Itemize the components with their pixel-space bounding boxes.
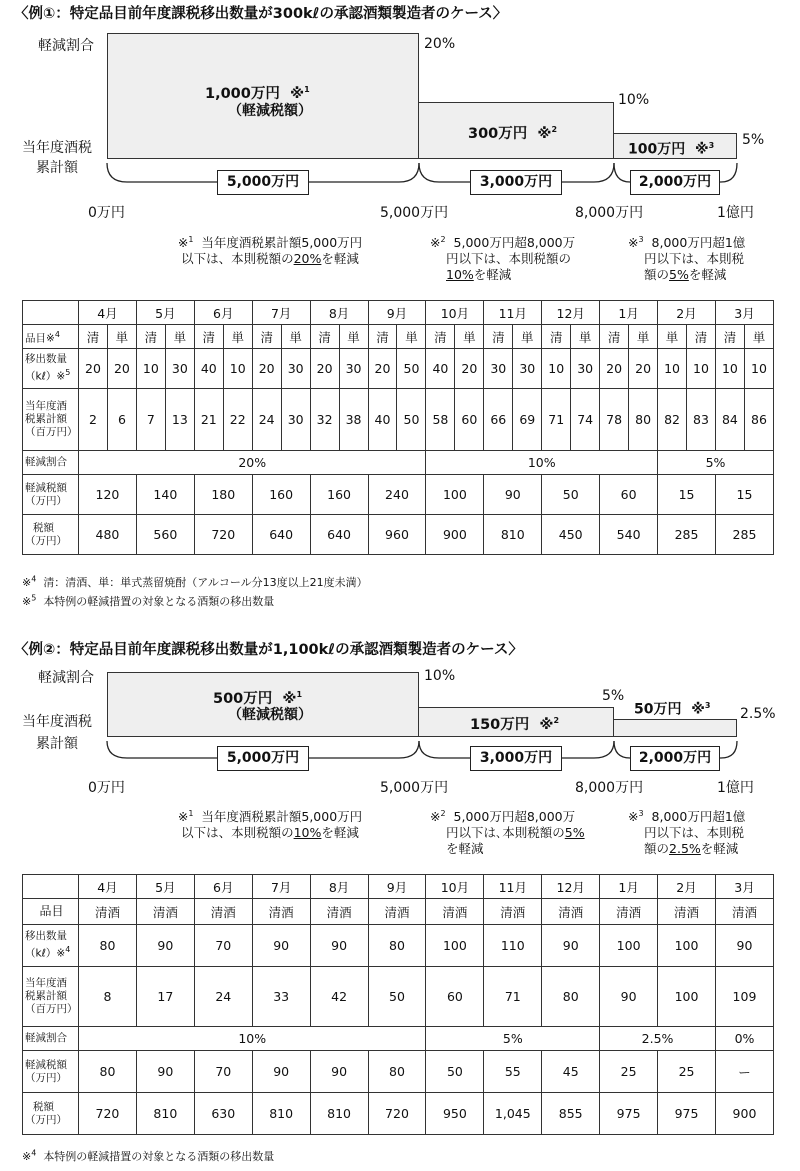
- row-label-reduction: 軽減税額 （万円）: [23, 475, 79, 515]
- qty-cell: 10: [223, 349, 252, 389]
- reduction-cell: 90: [310, 1051, 368, 1093]
- rate-cell: 20%: [79, 451, 426, 475]
- month-header: 4月: [79, 875, 137, 899]
- tax-cell: 560: [136, 515, 194, 555]
- qty-cell: 30: [571, 349, 600, 389]
- month-header: 10月: [426, 875, 484, 899]
- item-cell: 清酒: [194, 899, 252, 925]
- ex2-range-1: 5,000万円: [217, 746, 309, 771]
- reduction-cell: 25: [600, 1051, 658, 1093]
- ex2-rate-1: 10%: [424, 668, 456, 684]
- qty-cell: 90: [310, 925, 368, 967]
- ex2-note-3: ※$^3$ 8,000万円超1億 円以下は、本則税 額の2.5%を軽減: [628, 809, 746, 857]
- tax-cell: 950: [426, 1093, 484, 1135]
- qty-cell: 20: [252, 349, 281, 389]
- qty-cell: 30: [165, 349, 194, 389]
- row-label-tax: 税額 （万円）: [23, 515, 79, 555]
- ex2-box2-amount: 150万円 ※$^2$: [470, 716, 560, 733]
- tax-cell: 900: [426, 515, 484, 555]
- item-cell: 清: [252, 325, 281, 349]
- ex2-title: 〈例②：特定品目前年度課税移出数量が1,100kℓの承認酒類製造者のケース〉: [14, 642, 523, 658]
- ex2-footnote-4: ※$^4$ 本特例の軽減措置の対象となる酒類の移出数量: [22, 1148, 275, 1163]
- qty-cell: 40: [426, 349, 455, 389]
- item-cell: 清: [368, 325, 397, 349]
- row-label-cum: 当年度酒 税累計額 （百万円）: [23, 389, 79, 451]
- ex1-axis-2: 8,000万円: [575, 205, 644, 221]
- cum-cell: 82: [658, 389, 687, 451]
- reduction-cell: 25: [658, 1051, 716, 1093]
- qty-cell: 100: [658, 925, 716, 967]
- item-cell: 清: [542, 325, 571, 349]
- qty-cell: 50: [397, 349, 426, 389]
- rate-cell: 0%: [715, 1027, 773, 1051]
- tax-cell: 720: [194, 515, 252, 555]
- qty-cell: 70: [194, 925, 252, 967]
- qty-cell: 10: [687, 349, 716, 389]
- tax-cell: 900: [715, 1093, 773, 1135]
- month-header: 9月: [368, 301, 426, 325]
- reduction-cell: 50: [426, 1051, 484, 1093]
- qty-cell: 20: [455, 349, 484, 389]
- item-cell: 清酒: [715, 899, 773, 925]
- item-cell: 単: [107, 325, 136, 349]
- tax-cell: 640: [310, 515, 368, 555]
- qty-cell: 20: [629, 349, 658, 389]
- cum-cell: 80: [542, 967, 600, 1027]
- tax-cell: 450: [542, 515, 600, 555]
- cum-cell: 86: [744, 389, 773, 451]
- ex2-range-3: 2,000万円: [630, 746, 720, 771]
- tax-cell: 960: [368, 515, 426, 555]
- month-header: 11月: [484, 301, 542, 325]
- rate-cell: 2.5%: [600, 1027, 716, 1051]
- ex1-footnote-5: ※$^5$ 本特例の軽減措置の対象となる酒類の移出数量: [22, 593, 275, 608]
- month-header: 12月: [542, 875, 600, 899]
- qty-cell: 30: [281, 349, 310, 389]
- qty-cell: 90: [715, 925, 773, 967]
- cum-cell: 22: [223, 389, 252, 451]
- item-cell: 清酒: [368, 899, 426, 925]
- ex2-rate-axis-label: 軽減割合: [38, 670, 94, 686]
- qty-cell: 10: [136, 349, 165, 389]
- ex2-bar-tier3: [613, 719, 737, 737]
- cum-cell: 69: [513, 389, 542, 451]
- cum-cell: 58: [426, 389, 455, 451]
- tax-cell: 975: [600, 1093, 658, 1135]
- cum-cell: 71: [484, 967, 542, 1027]
- cum-cell: 74: [571, 389, 600, 451]
- tax-cell: 975: [658, 1093, 716, 1135]
- row-label-item: 品目※$^4$: [23, 325, 79, 349]
- item-cell: 清酒: [136, 899, 194, 925]
- tax-cell: 480: [79, 515, 137, 555]
- month-header: 2月: [658, 875, 716, 899]
- reduction-cell: ー: [715, 1051, 773, 1093]
- ex1-box1-amount: 1,000万円 ※$^1$: [205, 85, 310, 102]
- item-cell: 単: [744, 325, 773, 349]
- reduction-cell: 180: [194, 475, 252, 515]
- ex2-cum-label-2: 累計額: [36, 736, 78, 752]
- qty-cell: 30: [339, 349, 368, 389]
- ex2-range-2: 3,000万円: [470, 746, 562, 771]
- qty-cell: 100: [426, 925, 484, 967]
- ex2-box1-amount: 500万円 ※$^1$: [213, 690, 303, 707]
- qty-cell: 20: [368, 349, 397, 389]
- item-cell: 清: [79, 325, 108, 349]
- reduction-cell: 140: [136, 475, 194, 515]
- tax-cell: 720: [368, 1093, 426, 1135]
- item-cell: 単: [165, 325, 194, 349]
- tax-cell: 720: [79, 1093, 137, 1135]
- reduction-cell: 70: [194, 1051, 252, 1093]
- tax-cell: 285: [658, 515, 716, 555]
- item-cell: 単: [513, 325, 542, 349]
- qty-cell: 10: [542, 349, 571, 389]
- tax-cell: 810: [252, 1093, 310, 1135]
- ex1-footnote-4: ※$^4$ 清：清酒、単：単式蒸留焼酎（アルコール分13度以上21度未満）: [22, 574, 368, 589]
- reduction-cell: 45: [542, 1051, 600, 1093]
- month-header: 3月: [715, 301, 773, 325]
- ex1-note-3: ※$^3$ 8,000万円超1億 円以下は、本則税 額の5%を軽減: [628, 235, 746, 283]
- month-header: 12月: [542, 301, 600, 325]
- tax-cell: 630: [194, 1093, 252, 1135]
- ex1-range-1: 5,000万円: [217, 170, 309, 195]
- ex2-axis-0: 0万円: [88, 780, 125, 796]
- ex1-axis-1: 5,000万円: [380, 205, 449, 221]
- item-cell: 清酒: [600, 899, 658, 925]
- qty-cell: 80: [368, 925, 426, 967]
- cum-cell: 50: [368, 967, 426, 1027]
- month-header: 9月: [368, 875, 426, 899]
- month-header: 1月: [600, 301, 658, 325]
- tax-cell: 855: [542, 1093, 600, 1135]
- row-label-qty: 移出数量 （kℓ）※$^5$: [23, 349, 79, 389]
- reduction-cell: 55: [484, 1051, 542, 1093]
- ex1-note-1: ※$^1$ 当年度酒税累計額5,000万円 以下は、本則税額の20%を軽減: [177, 235, 363, 267]
- tax-cell: 540: [600, 515, 658, 555]
- ex1-cum-label-1: 当年度酒税: [22, 140, 92, 156]
- cum-cell: 38: [339, 389, 368, 451]
- month-header: 10月: [426, 301, 484, 325]
- item-cell: 清: [310, 325, 339, 349]
- month-header: 6月: [194, 301, 252, 325]
- tax-cell: 810: [310, 1093, 368, 1135]
- row-label-qty: 移出数量 （kℓ）※$^4$: [23, 925, 79, 967]
- item-cell: 単: [658, 325, 687, 349]
- ex1-rate-3: 5%: [742, 132, 765, 148]
- cum-cell: 60: [426, 967, 484, 1027]
- item-cell: 清: [194, 325, 223, 349]
- item-cell: 単: [629, 325, 658, 349]
- qty-cell: 10: [744, 349, 773, 389]
- cum-cell: 80: [629, 389, 658, 451]
- cum-cell: 6: [107, 389, 136, 451]
- month-header: 1月: [600, 875, 658, 899]
- reduction-cell: 90: [252, 1051, 310, 1093]
- month-header: 7月: [252, 301, 310, 325]
- rate-cell: 5%: [658, 451, 774, 475]
- item-cell: 単: [397, 325, 426, 349]
- ex2-rate-2: 5%: [602, 688, 625, 704]
- month-header: 11月: [484, 875, 542, 899]
- reduction-cell: 160: [252, 475, 310, 515]
- qty-cell: 20: [79, 349, 108, 389]
- item-cell: 清酒: [426, 899, 484, 925]
- row-label-tax: 税額 （万円）: [23, 1093, 79, 1135]
- reduction-cell: 100: [426, 475, 484, 515]
- ex2-axis-1: 5,000万円: [380, 780, 449, 796]
- ex1-note-2: ※$^2$ 5,000万円超8,000万 円以下は、本則税額の 10%を軽減: [430, 235, 576, 283]
- ex2-box3-amount: 50万円 ※$^3$: [634, 701, 711, 718]
- cum-cell: 8: [79, 967, 137, 1027]
- item-cell: 単: [571, 325, 600, 349]
- month-header: 2月: [658, 301, 716, 325]
- month-header: 4月: [79, 301, 137, 325]
- ex1-axis-3: 1億円: [717, 205, 754, 221]
- ex1-rate-2: 10%: [618, 92, 650, 108]
- cum-cell: 17: [136, 967, 194, 1027]
- cum-cell: 24: [252, 389, 281, 451]
- cum-cell: 32: [310, 389, 339, 451]
- cum-cell: 40: [368, 389, 397, 451]
- item-cell: 清: [600, 325, 629, 349]
- item-cell: 清: [715, 325, 744, 349]
- qty-cell: 90: [542, 925, 600, 967]
- cum-cell: 109: [715, 967, 773, 1027]
- qty-cell: 110: [484, 925, 542, 967]
- ex2-table: [22, 874, 774, 1135]
- month-header: 8月: [310, 875, 368, 899]
- item-cell: 清酒: [310, 899, 368, 925]
- cum-cell: 7: [136, 389, 165, 451]
- qty-cell: 90: [252, 925, 310, 967]
- ex1-rate-1: 20%: [424, 36, 456, 52]
- row-label-cum: 当年度酒 税累計額 （百万円）: [23, 967, 79, 1027]
- month-header: 8月: [310, 301, 368, 325]
- ex2-axis-3: 1億円: [717, 780, 754, 796]
- reduction-cell: 90: [136, 1051, 194, 1093]
- cum-cell: 21: [194, 389, 223, 451]
- corner-cell: [23, 875, 79, 899]
- ex2-box1-sub: （軽減税額）: [228, 707, 312, 723]
- ex1-box2-amount: 300万円 ※$^2$: [468, 125, 558, 142]
- ex1-title: 〈例①：特定品目前年度課税移出数量が300kℓの承認酒類製造者のケース〉: [14, 6, 508, 22]
- cum-cell: 83: [687, 389, 716, 451]
- ex2-axis-2: 8,000万円: [575, 780, 644, 796]
- ex1-box1-sub: （軽減税額）: [228, 103, 312, 119]
- qty-cell: 10: [715, 349, 744, 389]
- row-label-rate: 軽減割合: [23, 1027, 79, 1051]
- ex1-box3-amount: 100万円 ※$^3$: [628, 141, 715, 158]
- item-cell: 清酒: [658, 899, 716, 925]
- item-cell: 清酒: [79, 899, 137, 925]
- month-header: 7月: [252, 875, 310, 899]
- tax-cell: 810: [136, 1093, 194, 1135]
- item-cell: 単: [223, 325, 252, 349]
- qty-cell: 10: [658, 349, 687, 389]
- cum-cell: 42: [310, 967, 368, 1027]
- ex2-cum-label-1: 当年度酒税: [22, 714, 92, 730]
- reduction-cell: 120: [79, 475, 137, 515]
- reduction-cell: 240: [368, 475, 426, 515]
- ex1-rate-axis-label: 軽減割合: [38, 38, 94, 54]
- qty-cell: 40: [194, 349, 223, 389]
- month-header: 5月: [136, 301, 194, 325]
- cum-cell: 90: [600, 967, 658, 1027]
- tax-cell: 810: [484, 515, 542, 555]
- corner-cell: [23, 301, 79, 325]
- cum-cell: 13: [165, 389, 194, 451]
- qty-cell: 20: [310, 349, 339, 389]
- reduction-cell: 80: [79, 1051, 137, 1093]
- row-label-item: 品目: [23, 899, 79, 925]
- reduction-cell: 60: [600, 475, 658, 515]
- tax-cell: 1,045: [484, 1093, 542, 1135]
- month-header: 5月: [136, 875, 194, 899]
- qty-cell: 100: [600, 925, 658, 967]
- ex1-table: [22, 300, 774, 555]
- ex1-range-3: 2,000万円: [630, 170, 720, 195]
- cum-cell: 60: [455, 389, 484, 451]
- item-cell: 清: [484, 325, 513, 349]
- item-cell: 清酒: [542, 899, 600, 925]
- cum-cell: 30: [281, 389, 310, 451]
- qty-cell: 20: [600, 349, 629, 389]
- reduction-cell: 15: [658, 475, 716, 515]
- item-cell: 単: [455, 325, 484, 349]
- cum-cell: 66: [484, 389, 513, 451]
- item-cell: 清: [687, 325, 716, 349]
- qty-cell: 80: [79, 925, 137, 967]
- item-cell: 清: [426, 325, 455, 349]
- reduction-cell: 15: [715, 475, 773, 515]
- item-cell: 単: [281, 325, 310, 349]
- row-label-reduction: 軽減税額 （万円）: [23, 1051, 79, 1093]
- cum-cell: 50: [397, 389, 426, 451]
- ex1-axis-0: 0万円: [88, 205, 125, 221]
- cum-cell: 100: [658, 967, 716, 1027]
- ex2-rate-3: 2.5%: [740, 706, 776, 722]
- item-cell: 清: [136, 325, 165, 349]
- month-header: 3月: [715, 875, 773, 899]
- tax-cell: 285: [715, 515, 773, 555]
- ex1-cum-label-2: 累計額: [36, 160, 78, 176]
- reduction-cell: 50: [542, 475, 600, 515]
- cum-cell: 71: [542, 389, 571, 451]
- row-label-rate: 軽減割合: [23, 451, 79, 475]
- rate-cell: 10%: [79, 1027, 426, 1051]
- reduction-cell: 80: [368, 1051, 426, 1093]
- tax-cell: 640: [252, 515, 310, 555]
- ex2-note-2: ※$^2$ 5,000万円超8,000万 円以下は､本則税額の5% を軽減: [430, 809, 585, 857]
- qty-cell: 30: [484, 349, 513, 389]
- cum-cell: 2: [79, 389, 108, 451]
- qty-cell: 90: [136, 925, 194, 967]
- qty-cell: 20: [107, 349, 136, 389]
- reduction-cell: 160: [310, 475, 368, 515]
- reduction-cell: 90: [484, 475, 542, 515]
- rate-cell: 10%: [426, 451, 658, 475]
- rate-cell: 5%: [426, 1027, 600, 1051]
- item-cell: 清酒: [252, 899, 310, 925]
- month-header: 6月: [194, 875, 252, 899]
- cum-cell: 84: [715, 389, 744, 451]
- ex1-range-2: 3,000万円: [470, 170, 562, 195]
- qty-cell: 30: [513, 349, 542, 389]
- cum-cell: 78: [600, 389, 629, 451]
- cum-cell: 33: [252, 967, 310, 1027]
- ex2-note-1: ※$^1$ 当年度酒税累計額5,000万円 以下は、本則税額の10%を軽減: [177, 809, 363, 841]
- item-cell: 単: [339, 325, 368, 349]
- item-cell: 清酒: [484, 899, 542, 925]
- cum-cell: 24: [194, 967, 252, 1027]
